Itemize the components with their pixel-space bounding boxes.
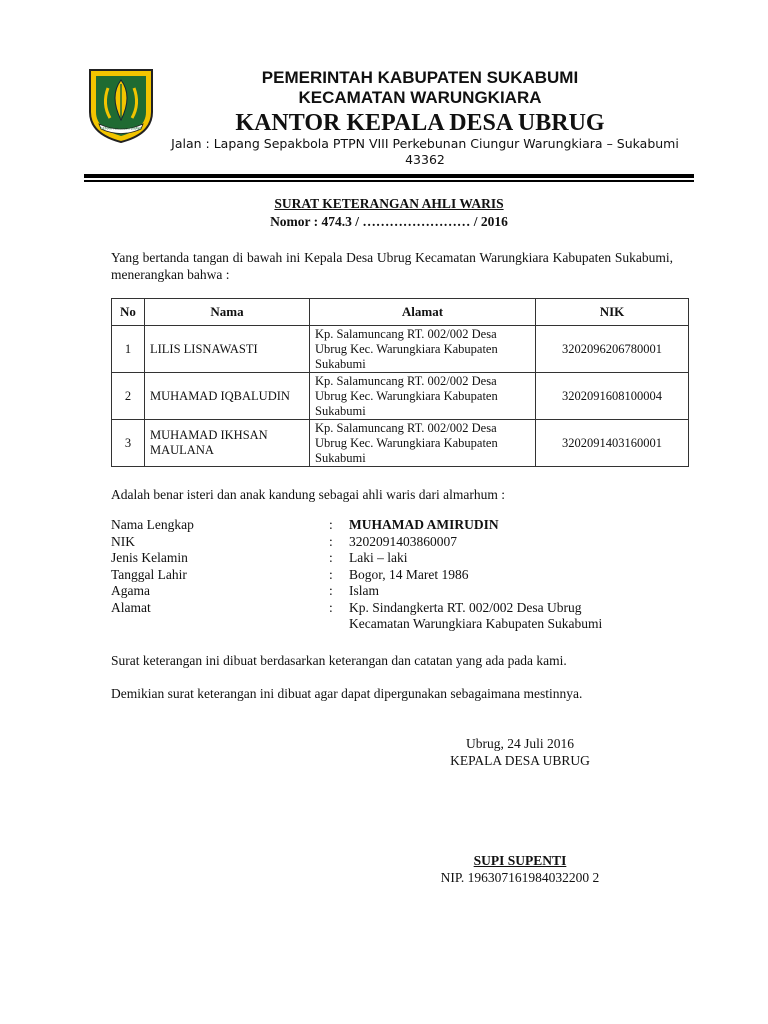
cell-alamat: Kp. Salamuncang RT. 002/002 Desa Ubrug Kec. Warungkiara Kabupaten Sukabumi — [310, 420, 536, 467]
colon: : — [329, 533, 333, 549]
government-name: PEMERINTAH KABUPATEN SUKABUMI — [261, 68, 579, 87]
label-religion: Agama — [111, 583, 150, 598]
office-name: KANTOR KEPALA DESA UBRUG — [235, 110, 605, 136]
letter-number: Nomor : 474.3 / …………………… / 2016 — [270, 214, 508, 229]
cell-nik: 3202091403160001 — [536, 420, 689, 467]
letter-title: SURAT KETERANGAN AHLI WARIS — [274, 196, 504, 211]
colon: : — [329, 550, 333, 565]
colon: : — [329, 566, 333, 582]
basis-paragraph: Surat keterangan ini dibuat berdasarkan keterangan dan catatan yang ada pada kami. — [111, 653, 567, 668]
value-gender: Laki – laki — [349, 550, 408, 565]
cell-no: 1 — [112, 326, 145, 373]
table-row — [112, 420, 689, 467]
header-rule-thick — [84, 174, 694, 178]
signatory-nip: NIP. 196307161984032200 2 — [440, 870, 600, 885]
colon: : — [329, 599, 333, 615]
value-address-line2: Kecamatan Warungkiara Kabupaten Sukabumi — [349, 616, 603, 631]
office-address: Jalan : Lapang Sepakbola PTPN VIII Perkebunan Ciungur Warungkiara – Sukabumi 43362 — [171, 136, 679, 167]
header-nik: NIK — [536, 299, 689, 326]
header-nama: Nama — [145, 299, 310, 326]
cell-nik: 3202091608100004 — [536, 373, 689, 420]
label-gender: Jenis Kelamin — [111, 550, 188, 565]
colon: : — [329, 583, 333, 598]
cell-nama: LILIS LISNAWASTI — [145, 326, 310, 373]
table-row — [112, 373, 689, 420]
cell-no: 2 — [112, 373, 145, 420]
value-nik: 3202091403860007 — [349, 533, 457, 549]
cell-no: 3 — [112, 420, 145, 467]
colon: : — [329, 517, 333, 532]
value-religion: Islam — [349, 583, 379, 598]
signatory-name: SUPI SUPENTI — [473, 853, 567, 868]
cell-alamat: Kp. Salamuncang RT. 002/002 Desa Ubrug Kec. Warungkiara Kabupaten Sukabumi — [310, 373, 536, 420]
label-address: Alamat — [111, 599, 151, 615]
heirs-table — [111, 298, 689, 467]
label-nama: Nama Lengkap — [111, 517, 194, 532]
heir-statement: Adalah benar isteri dan anak kandung sebagai ahli waris dari almarhum : — [111, 487, 505, 502]
intro-paragraph: Yang bertanda tangan di bawah ini Kepala Desa Ubrug Kecamatan Warungkiara Kabupaten Sukabumi, menerangkan bahwa : — [111, 250, 673, 282]
header-no: No — [112, 299, 145, 326]
table-header-row — [112, 299, 689, 326]
crest-motto: GEMAH RIPAH LOH JINAWI — [100, 126, 142, 131]
regency-crest-logo — [86, 68, 156, 144]
district-name: KECAMATAN WARUNGKIARA — [298, 88, 542, 107]
table-row — [112, 326, 689, 373]
cell-nama: MUHAMAD IQBALUDIN — [145, 373, 310, 420]
value-dob: Bogor, 14 Maret 1986 — [349, 566, 469, 582]
label-nik: NIK — [111, 533, 135, 549]
cell-nik: 3202096206780001 — [536, 326, 689, 373]
cell-alamat: Kp. Salamuncang RT. 002/002 Desa Ubrug Kec. Warungkiara Kabupaten Sukabumi — [310, 326, 536, 373]
label-dob: Tanggal Lahir — [111, 566, 187, 582]
signature-title: KEPALA DESA UBRUG — [450, 753, 590, 768]
value-address-line1: Kp. Sindangkerta RT. 002/002 Desa Ubrug — [349, 599, 582, 615]
header-alamat: Alamat — [310, 299, 536, 326]
value-nama: MUHAMAD AMIRUDIN — [349, 517, 499, 532]
closing-paragraph: Demikian surat keterangan ini dibuat agar dapat dipergunakan sebagaimana mestinnya. — [111, 686, 583, 701]
header-rule-thin — [84, 180, 694, 182]
signature-place-date: Ubrug, 24 Juli 2016 — [466, 736, 574, 751]
cell-nama: MUHAMAD IKHSAN MAULANA — [145, 420, 310, 467]
